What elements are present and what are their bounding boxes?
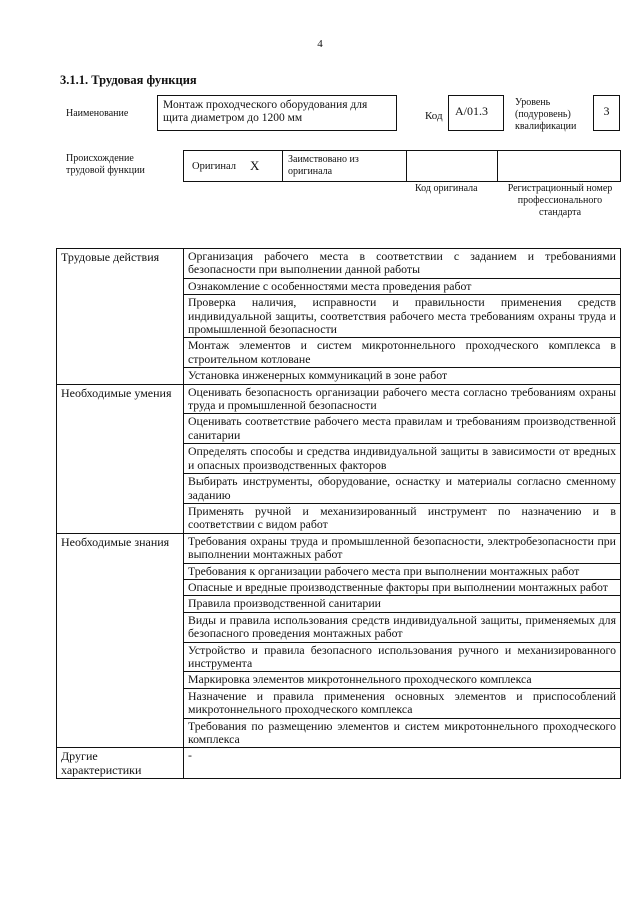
item-cell: Установка инженерных коммуникаций в зоне работ: [184, 368, 621, 384]
name-label: Наименование: [66, 108, 129, 119]
table-row: [57, 249, 621, 279]
category-cell: Необходимые умения: [57, 384, 184, 533]
section-title: 3.1.1. Трудовая функция: [60, 73, 197, 87]
category-cell: Трудовые действия: [57, 249, 184, 385]
item-cell: Правила производственной санитарии: [184, 596, 621, 612]
reg-number-caption: Регистрационный номер профессионального стандарта: [507, 183, 613, 218]
function-table: [56, 248, 621, 779]
item-cell: Применять ручной и механизированный инструмент по назначению и в соответствии с видом работ: [184, 503, 621, 533]
table-row: [57, 748, 621, 779]
borrowed-label: Заимствовано из оригинала: [288, 154, 359, 177]
function-name-box: [157, 95, 397, 131]
item-cell: Проверка наличия, исправности и правильности применения средств индивидуальной защиты, соответствия рабочего места требованиям охраны труда и промышленной безопасности: [184, 295, 621, 338]
level-value-box: [593, 95, 620, 131]
item-cell: Определять способы и средства индивидуальной защиты в зависимости от вредных и опасных производственных факторов: [184, 444, 621, 474]
item-cell: Опасные и вредные производственные факторы при выполнении монтажных работ: [184, 579, 621, 595]
code-value: A/01.3: [455, 104, 488, 118]
item-cell: Требования к организации рабочего места при выполнении монтажных работ: [184, 563, 621, 579]
item-cell: Организация рабочего места в соответствии с заданием и требованиями безопасности при выполнении данной работы: [184, 249, 621, 279]
origin-label: Происхождение трудовой функции: [66, 153, 145, 176]
function-name-value: Монтаж проходческого оборудования для щита диаметром до 1200 мм: [163, 99, 368, 124]
item-cell: Оценивать безопасность организации рабочего места согласно требованиям охраны труда и промышленной безопасности: [184, 384, 621, 414]
item-cell: Монтаж элементов и систем микротоннельного проходческого комплекса в строительном котловане: [184, 338, 621, 368]
item-cell: Выбирать инструменты, оборудование, оснастку и материалы согласно сменному заданию: [184, 474, 621, 504]
item-cell: -: [184, 748, 621, 779]
category-cell: Необходимые знания: [57, 533, 184, 748]
table-row: [57, 384, 621, 414]
origin-row: [183, 150, 621, 182]
item-cell: Маркировка элементов микротоннельного проходческого комплекса: [184, 672, 621, 688]
item-cell: Ознакомление с особенностями места проведения работ: [184, 278, 621, 294]
original-label: Оригинал: [192, 161, 236, 172]
code-original-caption: Код оригинала: [415, 183, 478, 194]
category-cell: Другие характеристики: [57, 748, 184, 779]
level-value: 3: [603, 104, 610, 118]
item-cell: Назначение и правила применения основных элементов и приспособлений микротоннельного проходческого комплекса: [184, 688, 621, 718]
code-label: Код: [425, 110, 443, 122]
code-value-box: [448, 95, 504, 131]
item-cell: Требования охраны труда и промышленной безопасности, электробезопасности при выполнении монтажных работ: [184, 533, 621, 563]
item-cell: Требования по размещению элементов и систем микротоннельного проходческого комплекса: [184, 718, 621, 748]
level-label: Уровень (подуровень) квалификации: [515, 97, 577, 132]
item-cell: Устройство и правила безопасного использования ручного и механизированного инструмента: [184, 642, 621, 672]
page-number: 4: [317, 38, 323, 50]
item-cell: Виды и правила использования средств индивидуальной защиты, применяемых для безопасного проведения монтажных работ: [184, 612, 621, 642]
item-cell: Оценивать соответствие рабочего места правилам и требованиям производственной санитарии: [184, 414, 621, 444]
table-row: [57, 533, 621, 563]
original-mark: X: [250, 158, 260, 173]
